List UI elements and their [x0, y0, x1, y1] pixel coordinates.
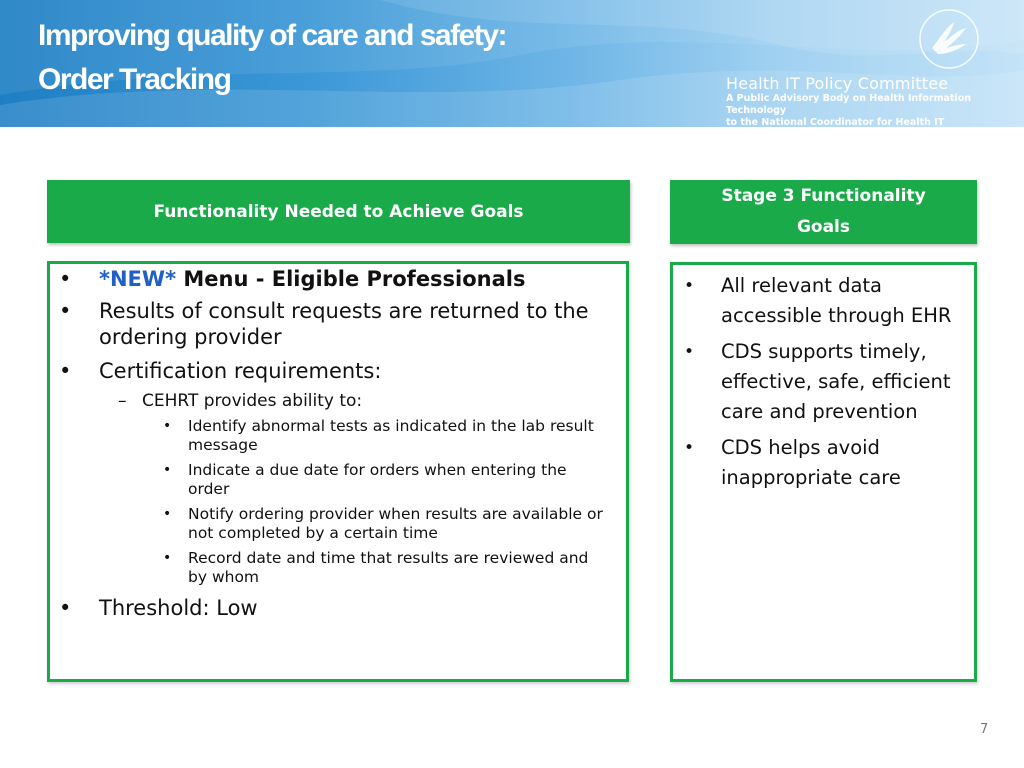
- consult-results-text: Results of consult requests are returned to the ordering provider: [99, 299, 589, 349]
- committee-name: Health IT Policy Committee: [726, 74, 949, 93]
- certification-text: Certification requirements:: [99, 359, 382, 383]
- due-date-text: Indicate a due date for orders when entering the order: [188, 461, 567, 498]
- stage3-goals-label-line-1: Stage 3 Functionality: [721, 186, 926, 206]
- relevant-data-text: All relevant data accessible through EHR: [721, 274, 952, 327]
- list-item-consult-results: [50, 298, 626, 350]
- title-line-1: Improving quality of care and safety:: [38, 19, 506, 52]
- title-line-2: Order Tracking: [38, 63, 231, 96]
- stage3-goals-header: [670, 180, 977, 244]
- list-subitem-due-date: [50, 461, 626, 499]
- record-date-text: Record date and time that results are reviewed and by whom: [188, 549, 589, 586]
- cehrt-text: CEHRT provides ability to:: [142, 391, 363, 411]
- goal-item-cds-avoid: [673, 433, 966, 493]
- committee-branding: [726, 74, 1024, 127]
- list-subitem-notify-provider: [50, 505, 626, 543]
- list-item-certification: [50, 358, 626, 384]
- committee-subtitle-1: A Public Advisory Body on Health Information Technology: [726, 93, 971, 116]
- stage3-goals-panel: [670, 262, 977, 682]
- list-subitem-record-date: [50, 549, 626, 587]
- functionality-panel: [47, 261, 629, 682]
- threshold-text: Threshold: Low: [99, 596, 258, 620]
- abnormal-tests-text: Identify abnormal tests as indicated in the lab result message: [188, 417, 594, 454]
- committee-subtitle-2: to the National Coordinator for Health IT: [726, 117, 945, 127]
- stage3-goals-label-line-2: Goals: [796, 217, 851, 237]
- goal-item-cds-supports: [673, 337, 966, 427]
- goal-item-relevant-data: [673, 271, 966, 331]
- notify-provider-text: Notify ordering provider when results are available or not completed by a certain time: [188, 505, 603, 542]
- header-banner: [0, 0, 1024, 127]
- functionality-needed-label: Functionality Needed to Achieve Goals: [153, 201, 524, 222]
- goals-list: [673, 265, 974, 493]
- functionality-list: [50, 264, 626, 621]
- page-number: 7: [980, 722, 989, 737]
- list-item-threshold: [50, 595, 626, 621]
- menu-eligible-professionals-text: Menu - Eligible Professionals: [176, 267, 526, 291]
- functionality-needed-header: [47, 180, 630, 243]
- cds-supports-text: CDS supports timely, effective, safe, efficient care and prevention: [721, 340, 951, 423]
- list-item-new-menu: [50, 266, 626, 292]
- list-subitem-abnormal-tests: [50, 417, 626, 455]
- new-tag: *NEW*: [99, 267, 177, 291]
- slide-title: [38, 14, 506, 102]
- hhs-eagle-logo: [918, 8, 980, 70]
- cds-avoid-text: CDS helps avoid inappropriate care: [721, 436, 901, 489]
- list-subitem-cehrt: [50, 390, 626, 412]
